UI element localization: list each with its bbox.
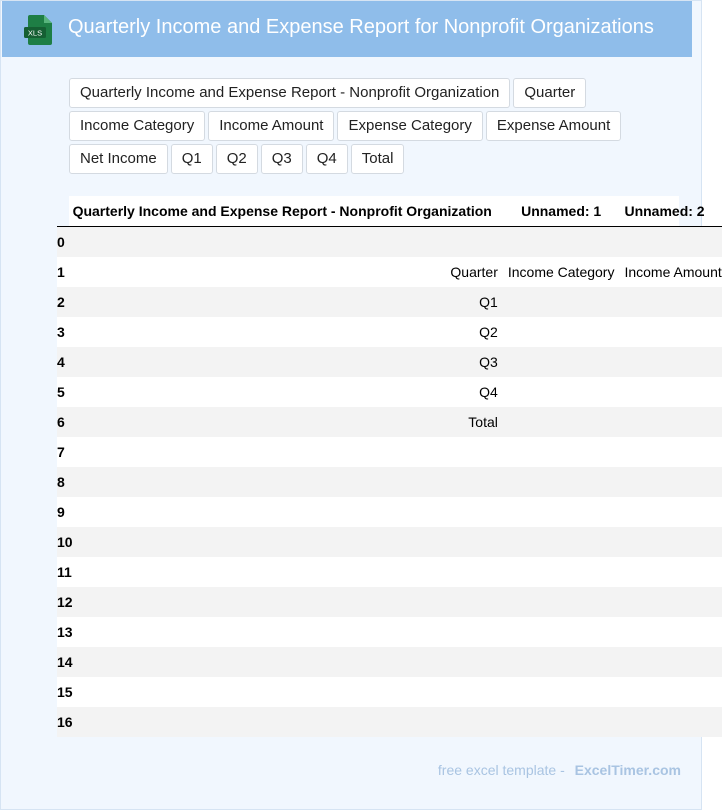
chip-row — [69, 78, 629, 108]
table-row — [57, 587, 722, 617]
row-index: 12 — [57, 594, 73, 610]
cell-report: Quarter — [450, 264, 498, 280]
cell-report: Q4 — [479, 384, 498, 400]
row-index: 8 — [57, 474, 65, 490]
row-index: 14 — [57, 654, 73, 670]
cell-unnamed-2 — [614, 497, 721, 527]
cell-report — [73, 227, 508, 258]
cell-unnamed-2 — [614, 707, 721, 737]
column-header-report: Quarterly Income and Expense Report - Nonprofit Organization — [73, 196, 508, 227]
cell-report — [73, 497, 508, 527]
table-header-row — [57, 196, 722, 227]
cell-unnamed-2 — [614, 647, 721, 677]
cell-report: Q3 — [479, 354, 498, 370]
row-index: 2 — [57, 294, 65, 310]
chip-q2[interactable]: Q2 — [216, 144, 258, 174]
cell-unnamed-1 — [508, 287, 615, 317]
chip-q4[interactable]: Q4 — [306, 144, 348, 174]
cell-unnamed-1 — [508, 227, 615, 258]
cell-unnamed-1 — [508, 617, 615, 647]
footer-brand-link[interactable]: ExcelTimer.com — [574, 762, 681, 778]
table-row — [57, 707, 722, 737]
cell-unnamed-2 — [614, 437, 721, 467]
footer-credit — [438, 762, 681, 778]
cell-unnamed-2 — [614, 407, 721, 437]
page-title: Quarterly Income and Expense Report for Nonprofit Organizations — [68, 16, 654, 38]
cell-unnamed-2 — [614, 557, 721, 587]
cell-report — [73, 467, 508, 497]
cell-unnamed-1 — [508, 647, 615, 677]
row-index: 10 — [57, 534, 73, 550]
row-index: 6 — [57, 414, 65, 430]
table-row — [57, 317, 722, 347]
cell-unnamed-1 — [508, 677, 615, 707]
xls-file-icon — [24, 15, 52, 45]
cell-unnamed-1 — [508, 527, 615, 557]
data-table — [57, 196, 722, 737]
cell-unnamed-2 — [614, 467, 721, 497]
table-row — [57, 287, 722, 317]
column-header-index — [57, 196, 73, 227]
cell-report: Q1 — [479, 294, 498, 310]
cell-unnamed-2 — [614, 347, 721, 377]
cell-report — [73, 677, 508, 707]
cell-unnamed-2 — [614, 527, 721, 557]
row-index: 4 — [57, 354, 65, 370]
cell-unnamed-1 — [508, 317, 615, 347]
row-index: 5 — [57, 384, 65, 400]
table-row — [57, 527, 722, 557]
table-row — [57, 677, 722, 707]
cell-unnamed-1 — [508, 497, 615, 527]
row-index: 11 — [57, 564, 72, 580]
cell-unnamed-1 — [508, 707, 615, 737]
cell-unnamed-1 — [508, 467, 615, 497]
chip-row — [69, 111, 629, 141]
cell-unnamed-2: Income Amount — [624, 264, 722, 280]
chip-quarter[interactable]: Quarter — [513, 78, 586, 108]
cell-unnamed-2 — [614, 677, 721, 707]
page-header — [2, 1, 692, 57]
cell-report: Q2 — [479, 324, 498, 340]
table-row — [57, 467, 722, 497]
table-row — [57, 347, 722, 377]
chip-expense-amount[interactable]: Expense Amount — [486, 111, 621, 141]
cell-report — [73, 587, 508, 617]
cell-report — [73, 557, 508, 587]
column-header-unnamed-2: Unnamed: 2 — [614, 196, 721, 227]
row-index: 13 — [57, 624, 73, 640]
table-row — [57, 407, 722, 437]
column-chip-list — [69, 78, 629, 177]
cell-unnamed-1: Income Category — [507, 264, 615, 280]
row-index: 7 — [57, 444, 65, 460]
table-row — [57, 497, 722, 527]
cell-unnamed-2 — [614, 377, 721, 407]
row-index: 1 — [57, 264, 65, 280]
chip-q3[interactable]: Q3 — [261, 144, 303, 174]
chip-row — [69, 144, 629, 174]
xls-icon-label: XLS — [27, 28, 43, 38]
cell-unnamed-1 — [508, 347, 615, 377]
chip-net-income[interactable]: Net Income — [69, 144, 168, 174]
cell-unnamed-1 — [508, 407, 615, 437]
cell-unnamed-2 — [614, 317, 721, 347]
cell-unnamed-1 — [508, 587, 615, 617]
cell-unnamed-2 — [614, 227, 721, 258]
chip-q1[interactable]: Q1 — [171, 144, 213, 174]
cell-report — [73, 527, 508, 557]
footer-prefix: free excel template - — [437, 762, 565, 778]
table-row — [57, 437, 722, 467]
table-row — [57, 257, 722, 287]
chip-expense-category[interactable]: Expense Category — [337, 111, 482, 141]
chip-income-amount[interactable]: Income Amount — [208, 111, 334, 141]
chip-income-category[interactable]: Income Category — [69, 111, 205, 141]
row-index: 9 — [57, 504, 65, 520]
table-row — [57, 617, 722, 647]
cell-report — [73, 437, 508, 467]
table-row — [57, 557, 722, 587]
table-row — [57, 377, 722, 407]
table-row — [57, 227, 722, 258]
row-index: 3 — [57, 324, 65, 340]
chip-total[interactable]: Total — [351, 144, 405, 174]
cell-unnamed-1 — [508, 437, 615, 467]
cell-unnamed-1 — [508, 377, 615, 407]
cell-unnamed-1 — [508, 557, 615, 587]
chip-report-title[interactable]: Quarterly Income and Expense Report - Nonprofit Organization — [69, 78, 510, 108]
column-header-unnamed-1: Unnamed: 1 — [508, 196, 615, 227]
cell-report: Total — [468, 414, 498, 430]
row-index: 16 — [57, 714, 73, 730]
cell-report — [73, 617, 508, 647]
cell-report — [73, 707, 508, 737]
row-index: 15 — [57, 684, 73, 700]
cell-unnamed-2 — [614, 287, 721, 317]
cell-unnamed-2 — [614, 587, 721, 617]
cell-report — [73, 647, 508, 677]
data-table-viewport[interactable] — [57, 196, 722, 736]
cell-unnamed-2 — [614, 617, 721, 647]
row-index: 0 — [57, 234, 65, 250]
table-row — [57, 647, 722, 677]
